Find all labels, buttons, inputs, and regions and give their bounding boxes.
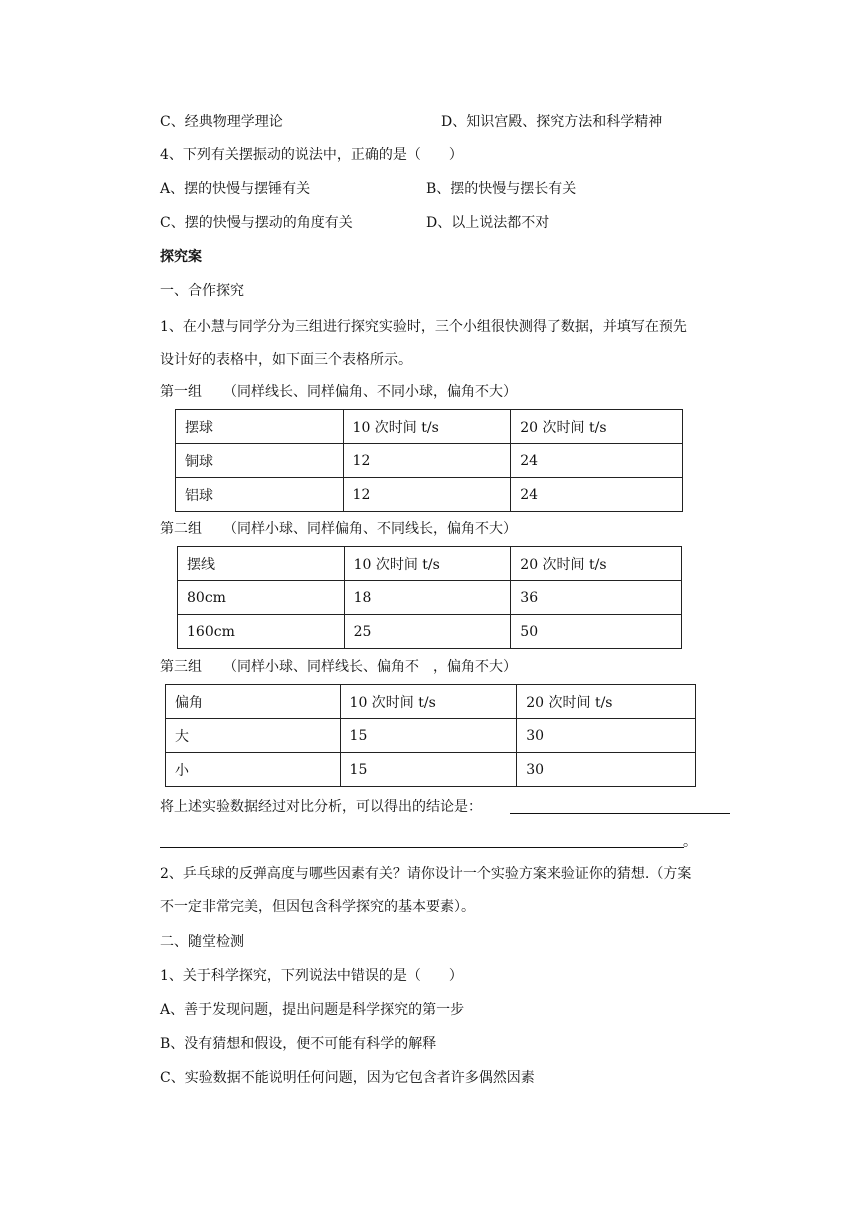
- table-cell: 80cm: [178, 581, 345, 615]
- table-header-row: [178, 547, 682, 581]
- table-row: [166, 719, 696, 753]
- table-header-cell: 摆球: [176, 410, 344, 444]
- table1: [175, 409, 683, 512]
- q4-option-a: A、摆的快慢与摆锤有关: [160, 181, 311, 197]
- section-title: 探究案: [160, 249, 202, 265]
- table-header-cell: 10 次时间 t/s: [343, 410, 511, 444]
- table-cell: 160cm: [178, 615, 345, 649]
- table-cell: 50: [511, 615, 682, 649]
- q4-option-b: B、摆的快慢与摆长有关: [426, 181, 577, 197]
- table-header-cell: 20 次时间 t/s: [511, 547, 682, 581]
- task1-line1: 1、在小慧与同学分为三组进行探究实验时，三个小组很快测得了数据，并填写在预先: [160, 319, 687, 335]
- table-cell: 30: [517, 719, 696, 753]
- table-cell: 铜球: [176, 444, 344, 478]
- table-header-cell: 20 次时间 t/s: [517, 685, 696, 719]
- q3-option-c: C、经典物理学理论: [160, 114, 283, 130]
- table-cell: 15: [340, 753, 517, 787]
- table-header-row: [176, 410, 683, 444]
- check-q1-option-b: B、没有猜想和假设，便不可能有科学的解释: [160, 1036, 437, 1052]
- part2-title: 二、随堂检测: [160, 934, 244, 950]
- table3-caption: 第三组 （同样小球、同样线长、偏角不 ，偏角不大）: [160, 659, 517, 675]
- table-header-cell: 偏角: [166, 685, 341, 719]
- table-header-cell: 10 次时间 t/s: [344, 547, 511, 581]
- table3: [165, 684, 696, 787]
- table-cell: 小: [166, 753, 341, 787]
- table1-caption: 第一组 （同样线长、同样偏角、不同小球，偏角不大）: [160, 384, 517, 400]
- table-cell: 18: [344, 581, 511, 615]
- conclusion-answer-line-1[interactable]: [510, 813, 730, 814]
- check-q1-option-c: C、实验数据不能说明任何问题，因为它包含者许多偶然因素: [160, 1070, 535, 1086]
- table-row: [166, 753, 696, 787]
- q4-option-d: D、以上说法都不对: [426, 215, 550, 231]
- task1-line2: 设计好的表格中，如下面三个表格所示。: [160, 352, 412, 368]
- table-cell: 15: [340, 719, 517, 753]
- table-header-cell: 20 次时间 t/s: [511, 410, 683, 444]
- table-row: [178, 615, 682, 649]
- task2-line1: 2、乒乓球的反弹高度与哪些因素有关？请你设计一个实验方案来验证你的猜想.（方案: [160, 866, 692, 882]
- conclusion-prompt: 将上述实验数据经过对比分析，可以得出的结论是：: [160, 799, 482, 815]
- table-header-row: [166, 685, 696, 719]
- check-q1-stem: 1、关于科学探究，下列说法中错误的是（ ）: [160, 968, 463, 984]
- check-q1-option-a: A、善于发现问题，提出问题是科学探究的第一步: [160, 1002, 465, 1018]
- table-cell: 30: [517, 753, 696, 787]
- table-cell: 大: [166, 719, 341, 753]
- table-cell: 24: [511, 478, 683, 512]
- table-cell: 铝球: [176, 478, 344, 512]
- table-cell: 25: [344, 615, 511, 649]
- table-header-cell: 10 次时间 t/s: [340, 685, 517, 719]
- task2-line2: 不一定非常完美，但因包含科学探究的基本要素）。: [160, 899, 475, 915]
- table-cell: 36: [511, 581, 682, 615]
- table-cell: 12: [343, 478, 511, 512]
- conclusion-answer-line-2[interactable]: [160, 847, 684, 848]
- table2: [177, 546, 682, 649]
- q3-option-d: D、知识宫殿、探究方法和科学精神: [441, 114, 663, 130]
- table-row: [178, 581, 682, 615]
- conclusion-end-mark: 。: [683, 834, 697, 850]
- part1-title: 一、合作探究: [160, 283, 244, 299]
- table-row: [176, 444, 683, 478]
- table-cell: 24: [511, 444, 683, 478]
- table-header-cell: 摆线: [178, 547, 345, 581]
- table2-caption: 第二组 （同样小球、同样偏角、不同线长，偏角不大）: [160, 521, 517, 537]
- q4-stem: 4、下列有关摆振动的说法中，正确的是（ ）: [160, 147, 463, 163]
- table-row: [176, 478, 683, 512]
- q4-option-c: C、摆的快慢与摆动的角度有关: [160, 215, 353, 231]
- table-cell: 12: [343, 444, 511, 478]
